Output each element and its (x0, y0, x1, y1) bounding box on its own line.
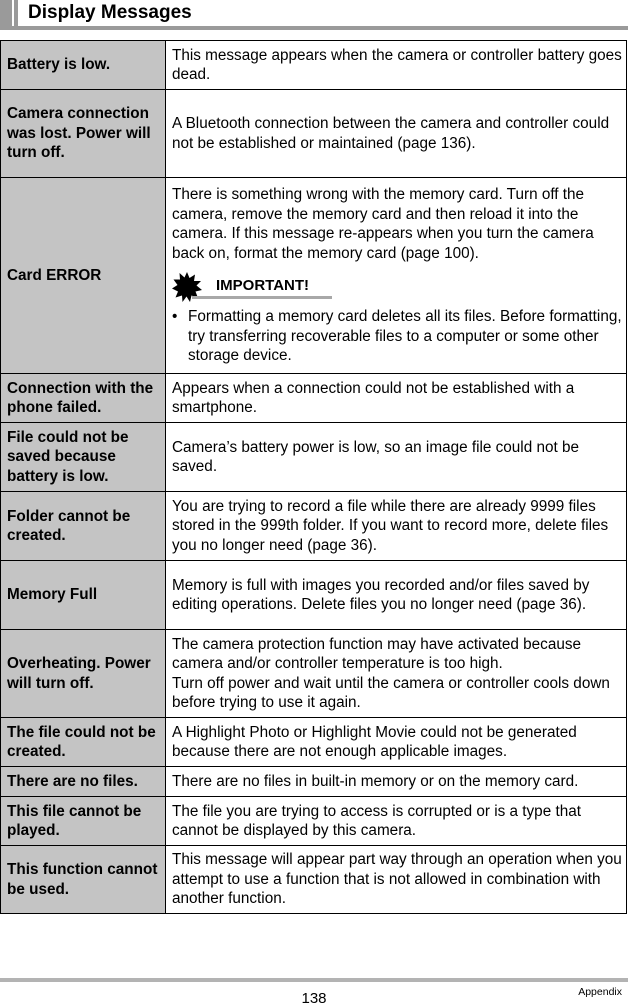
section-header (0, 0, 628, 30)
table-row (1, 718, 627, 767)
table-row (1, 423, 627, 492)
footer-divider (0, 978, 628, 982)
table-row (1, 797, 627, 846)
message-description-extra: Turn off power and wait until the camera or controller cools down before trying to use it again. (172, 674, 610, 711)
table-row (1, 41, 627, 90)
message-description: A Highlight Photo or Highlight Movie could not be generated because there are not enough applicable images. (166, 718, 627, 767)
table-row (1, 630, 627, 718)
message-description: A Bluetooth connection between the camera and controller could not be established or maintained (page 136). (166, 90, 627, 178)
important-label: IMPORTANT! (216, 277, 310, 295)
message-description: This message appears when the camera or controller battery goes dead. (166, 41, 627, 90)
table-row (1, 178, 627, 374)
message-description: The camera protection function may have activated because camera and/or controller temperature is too high. (172, 635, 581, 672)
message-term: There are no files. (1, 767, 166, 797)
message-description-cell (166, 630, 627, 718)
message-term: File could not be saved because battery is low. (1, 423, 166, 492)
bullet-marker: • (172, 308, 178, 326)
table-row (1, 90, 627, 178)
important-underline (192, 296, 332, 299)
table-row (1, 846, 627, 914)
message-description: This message will appear part way through an operation when you attempt to use a function that is not allowed in combination with another function. (166, 846, 627, 914)
message-term: This file cannot be played. (1, 797, 166, 846)
table-row (1, 492, 627, 561)
section-label: Appendix (578, 986, 622, 998)
message-description-cell (166, 178, 627, 374)
message-term: This function cannot be used. (1, 846, 166, 914)
message-term: Overheating. Power will turn off. (1, 630, 166, 718)
table-row (1, 374, 627, 423)
page-title: Display Messages (28, 2, 192, 23)
header-accent-bar (0, 0, 12, 26)
message-description: You are trying to record a file while there are already 9999 files stored in the 999th folder. If you want to record more, delete files you no longer need (page 36). (166, 492, 627, 561)
messages-table (0, 40, 627, 914)
message-term: Card ERROR (1, 178, 166, 374)
table-row (1, 767, 627, 797)
message-term: Memory Full (1, 561, 166, 630)
message-term: Camera connection was lost. Power will turn off. (1, 90, 166, 178)
message-description: There are no files in built-in memory or on the memory card. (166, 767, 627, 797)
message-description: Memory is full with images you recorded and/or files saved by editing operations. Delete files you no longer need (page 36). (166, 561, 627, 630)
message-description: Camera’s battery power is low, so an image file could not be saved. (166, 423, 627, 492)
message-term: The file could not be created. (1, 718, 166, 767)
table-row (1, 561, 627, 630)
message-description: There is something wrong with the memory card. Turn off the camera, remove the memory card and then reload it into the camera. If this message re-appears when you turn the camera back on, format the memory card (page 100). (172, 186, 594, 262)
important-bullet-text: Formatting a memory card deletes all its files. Before formatting, try transferring recoverable files to a computer or some other storage device. (188, 308, 622, 365)
message-term: Battery is low. (1, 41, 166, 90)
header-accent-bar-thin (14, 0, 18, 26)
message-term: Folder cannot be created. (1, 492, 166, 561)
page-number: 138 (301, 990, 327, 1007)
important-callout (172, 275, 622, 301)
message-term: Connection with the phone failed. (1, 374, 166, 423)
important-bullet (172, 307, 622, 366)
message-description: Appears when a connection could not be established with a smartphone. (166, 374, 627, 423)
message-description: The file you are trying to access is corrupted or is a type that cannot be displayed by this camera. (166, 797, 627, 846)
